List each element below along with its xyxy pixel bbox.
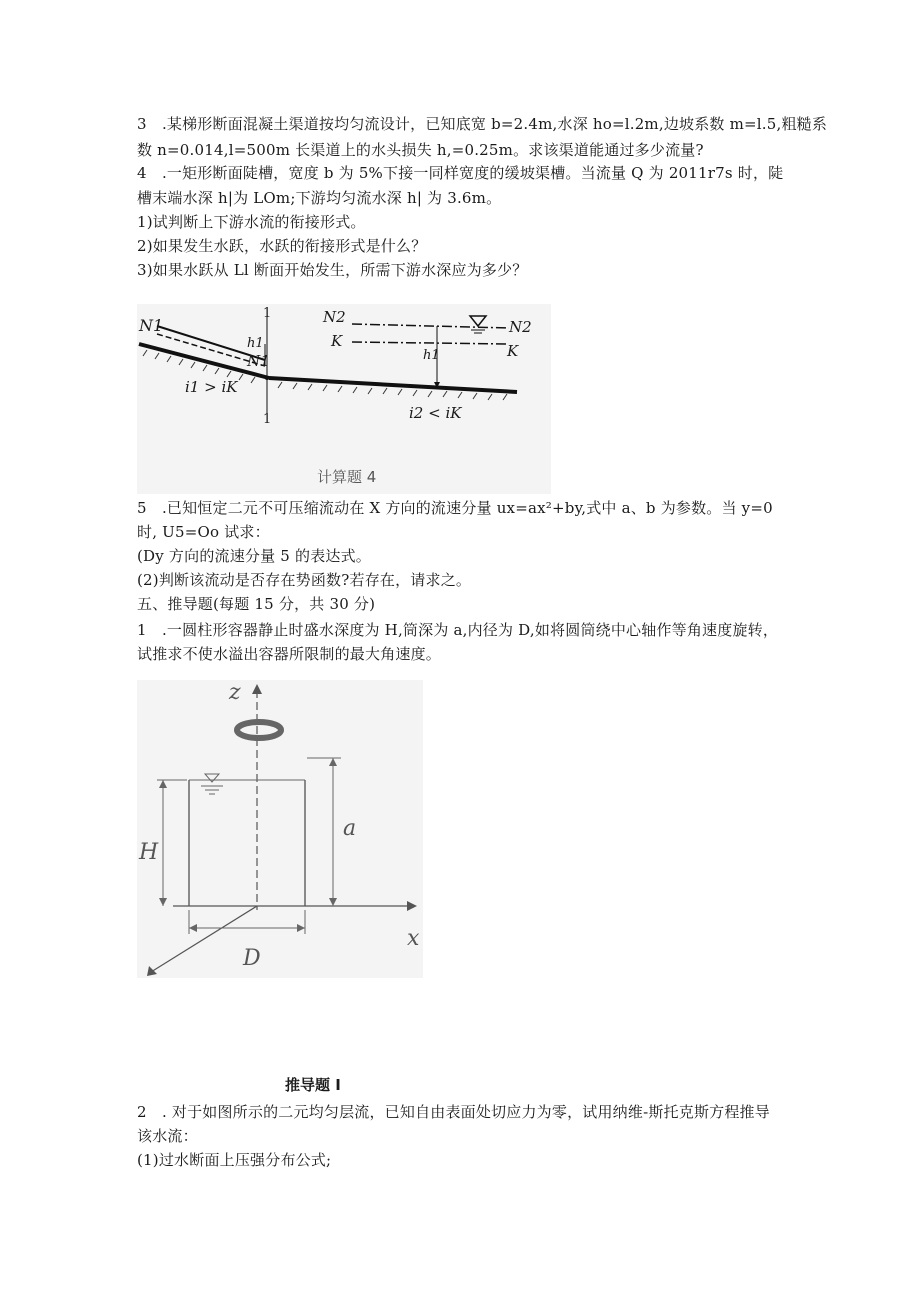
- d1-line2: 试推求不使水溢出容器所限制的最大角速度。: [137, 645, 442, 663]
- d2-line2: 该水流：: [137, 1127, 198, 1145]
- label-n1-left: N1: [139, 316, 164, 335]
- label-section-top: 1: [263, 306, 272, 321]
- d2-line1: 2 . 对于如图所示的二元均匀层流，已知自由表面处切应力为零，试用纳维-斯托克斯方程推导: [137, 1103, 770, 1121]
- label-k-left: K: [331, 332, 343, 350]
- label-k-right: K: [507, 342, 519, 360]
- label-h: H: [139, 840, 159, 865]
- label-h1-right: h1: [423, 348, 440, 363]
- q4-sub3: 3)如果水跃从 Ll 断面开始发生，所需下游水深应为多少？: [137, 261, 528, 279]
- label-slope-down: i2 < iK: [409, 404, 462, 422]
- cylinder-figure: [137, 680, 423, 978]
- q5-line2: 时, U5=Oo 试求：: [137, 523, 270, 541]
- q5-sub1: (Dy 方向的流速分量 5 的表达式。: [137, 547, 372, 565]
- label-section-bottom: 1: [263, 412, 272, 427]
- q4-sub2: 2)如果发生水跃，水跃的衔接形式是什么？: [137, 237, 427, 255]
- q5-sub2: (2)判断该流动是否存在势函数?若存在，请求之。: [137, 571, 472, 589]
- label-z: z: [229, 680, 241, 705]
- q3-line1: 3 .某梯形断面混凝土渠道按均匀流设计，已知底宽 b=2.4m,水深 ho=l.2m,边坡系数 m=l.5,粗糙系: [137, 115, 828, 133]
- label-a: a: [343, 816, 357, 841]
- d1-figure-caption: 推导题 I: [285, 1076, 341, 1094]
- q4-sub1: 1)试判断上下游水流的衔接形式。: [137, 213, 366, 231]
- q3-line2: 数 n=0.014,l=500m 长渠道上的水头损失 h,=0.25m。求该渠道能通过多少流量?: [137, 141, 704, 159]
- d2-sub1: (1)过水断面上压强分布公式;: [137, 1151, 332, 1169]
- label-d: D: [243, 946, 261, 971]
- q5-line1: 5 .已知恒定二元不可压缩流动在 X 方向的流速分量 ux=ax²+by,式中 a、b 为参数。当 y=0: [137, 499, 773, 517]
- q4-line2: 槽末端水深 h|为 LOm;下游均匀流水深 h| 为 3.6m。: [137, 189, 502, 207]
- label-n2-left: N2: [323, 308, 346, 326]
- label-h1-top: h1: [247, 336, 264, 351]
- q4-figure-caption: 计算题 4: [317, 468, 377, 486]
- section-heading: 五、推导题(每题 15 分，共 30 分): [137, 595, 376, 613]
- label-x: x: [407, 926, 420, 951]
- label-n2-right: N2: [509, 318, 532, 336]
- label-n1-right: N1: [247, 352, 270, 370]
- q4-line1: 4 .一矩形断面陡槽，宽度 b 为 5%下接一同样宽度的缓坡渠槽。当流量 Q 为 2011r7s 时，陡: [137, 164, 784, 182]
- label-slope-up: i1 > iK: [185, 378, 238, 396]
- d1-line1: 1 .一圆柱形容器静止时盛水深度为 H,筒深为 a,内径为 D,如将圆筒绕中心轴作等角速度旋转，: [137, 621, 779, 639]
- q4-figure: [137, 304, 551, 494]
